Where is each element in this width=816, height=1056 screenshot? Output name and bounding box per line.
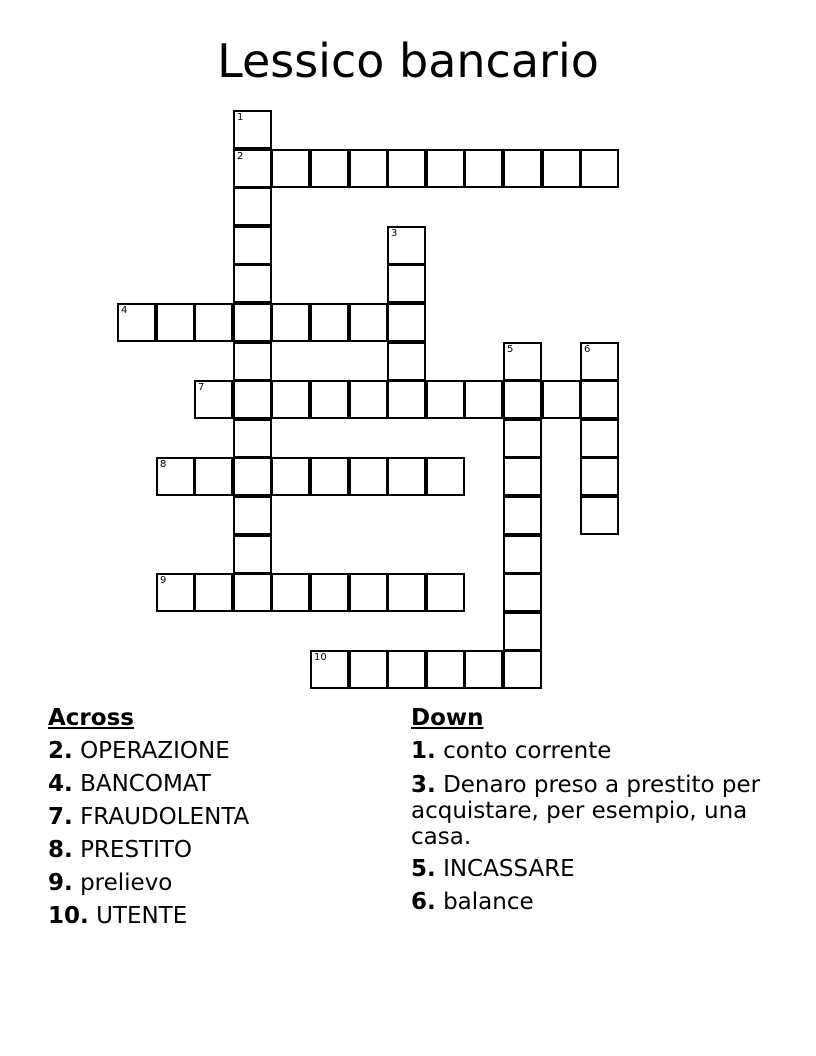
grid-cell[interactable] xyxy=(194,303,233,342)
grid-cell[interactable] xyxy=(310,650,349,689)
grid-cell[interactable] xyxy=(310,149,349,188)
grid-cell[interactable] xyxy=(387,457,426,496)
grid-cell[interactable] xyxy=(580,342,619,381)
grid-cell[interactable] xyxy=(349,457,388,496)
grid-cell[interactable] xyxy=(542,149,581,188)
grid-cell[interactable] xyxy=(503,342,542,381)
clue-text: conto corrente xyxy=(443,738,612,764)
grid-cell[interactable] xyxy=(387,650,426,689)
grid-cell[interactable] xyxy=(426,573,465,612)
grid-cell[interactable] xyxy=(503,612,542,651)
grid-cell[interactable] xyxy=(271,573,310,612)
down-clue xyxy=(411,768,791,853)
grid-cell[interactable] xyxy=(271,380,310,419)
grid-cell[interactable] xyxy=(349,380,388,419)
down-clue xyxy=(411,853,791,886)
grid-cell[interactable] xyxy=(233,496,272,535)
cell-number: 6 xyxy=(584,344,591,355)
clue-text: PRESTITO xyxy=(80,837,193,863)
across-clues xyxy=(48,702,388,933)
grid-cell[interactable] xyxy=(233,226,272,265)
grid-cell[interactable] xyxy=(464,650,503,689)
clue-text: BANCOMAT xyxy=(80,771,211,797)
grid-cell[interactable] xyxy=(233,110,272,149)
grid-cell[interactable] xyxy=(387,342,426,381)
grid-cell[interactable] xyxy=(310,380,349,419)
grid-cell[interactable] xyxy=(387,380,426,419)
puzzle-title: Lessico bancario xyxy=(217,34,599,88)
grid-cell[interactable] xyxy=(271,149,310,188)
grid-cell[interactable] xyxy=(503,535,542,574)
grid-cell[interactable] xyxy=(580,149,619,188)
grid-cell[interactable] xyxy=(542,380,581,419)
clue-number: 3. xyxy=(411,772,436,798)
grid-cell[interactable] xyxy=(310,573,349,612)
across-clue xyxy=(48,867,388,900)
grid-cell[interactable] xyxy=(156,573,195,612)
grid-cell[interactable] xyxy=(310,457,349,496)
clue-number: 7. xyxy=(48,804,73,830)
down-clues xyxy=(411,702,791,919)
grid-cell[interactable] xyxy=(464,380,503,419)
grid-cell[interactable] xyxy=(233,419,272,458)
grid-cell[interactable] xyxy=(426,149,465,188)
down-clue xyxy=(411,886,791,919)
grid-cell[interactable] xyxy=(580,496,619,535)
grid-cell[interactable] xyxy=(464,149,503,188)
grid-cell[interactable] xyxy=(580,457,619,496)
grid-cell[interactable] xyxy=(233,573,272,612)
clue-text: UTENTE xyxy=(96,903,188,929)
grid-cell[interactable] xyxy=(503,650,542,689)
grid-cell[interactable] xyxy=(503,149,542,188)
clue-number: 8. xyxy=(48,837,73,863)
down-heading: Down xyxy=(411,705,484,731)
grid-cell[interactable] xyxy=(503,457,542,496)
grid-cell[interactable] xyxy=(194,573,233,612)
clue-number: 2. xyxy=(48,738,73,764)
grid-cell[interactable] xyxy=(580,419,619,458)
grid-cell[interactable] xyxy=(271,457,310,496)
cell-number: 10 xyxy=(314,652,327,663)
clue-number: 9. xyxy=(48,870,73,896)
grid-cell[interactable] xyxy=(233,535,272,574)
grid-cell[interactable] xyxy=(233,264,272,303)
grid-cell[interactable] xyxy=(233,380,272,419)
cell-number: 2 xyxy=(237,151,244,162)
grid-cell[interactable] xyxy=(194,380,233,419)
clue-number: 4. xyxy=(48,771,73,797)
cell-number: 3 xyxy=(391,228,398,239)
grid-cell[interactable] xyxy=(387,303,426,342)
grid-cell[interactable] xyxy=(233,187,272,226)
grid-cell[interactable] xyxy=(349,650,388,689)
grid-cell[interactable] xyxy=(503,380,542,419)
across-heading: Across xyxy=(48,705,134,731)
cell-number: 7 xyxy=(198,382,205,393)
grid-cell[interactable] xyxy=(387,264,426,303)
clue-number: 6. xyxy=(411,889,436,915)
grid-cell[interactable] xyxy=(156,457,195,496)
grid-cell[interactable] xyxy=(233,342,272,381)
across-clue xyxy=(48,801,388,834)
clue-text: Denaro preso a prestito per acquistare, per esempio, una casa. xyxy=(411,772,761,850)
grid-cell[interactable] xyxy=(156,303,195,342)
grid-cell[interactable] xyxy=(349,149,388,188)
down-clue xyxy=(411,735,791,768)
cell-number: 9 xyxy=(160,575,167,586)
grid-cell[interactable] xyxy=(426,457,465,496)
grid-cell[interactable] xyxy=(117,303,156,342)
grid-cell[interactable] xyxy=(426,650,465,689)
grid-cell[interactable] xyxy=(387,226,426,265)
grid-cell[interactable] xyxy=(503,419,542,458)
grid-cell[interactable] xyxy=(233,457,272,496)
clue-text: FRAUDOLENTA xyxy=(80,804,250,830)
cell-number: 1 xyxy=(237,112,244,123)
cell-number: 8 xyxy=(160,459,167,470)
grid-cell[interactable] xyxy=(271,303,310,342)
clue-text: INCASSARE xyxy=(443,856,575,882)
clue-number: 5. xyxy=(411,856,436,882)
across-clue xyxy=(48,834,388,867)
grid-cell[interactable] xyxy=(426,380,465,419)
across-clue xyxy=(48,768,388,801)
grid-cell[interactable] xyxy=(503,496,542,535)
clue-number: 10. xyxy=(48,903,89,929)
cell-number: 5 xyxy=(507,344,514,355)
grid-cell[interactable] xyxy=(194,457,233,496)
grid-cell[interactable] xyxy=(387,573,426,612)
grid-cell[interactable] xyxy=(580,380,619,419)
grid-cell[interactable] xyxy=(349,303,388,342)
cell-number: 4 xyxy=(121,305,128,316)
clue-text: OPERAZIONE xyxy=(80,738,230,764)
grid-cell[interactable] xyxy=(310,303,349,342)
grid-cell[interactable] xyxy=(349,573,388,612)
clue-text: balance xyxy=(443,889,534,915)
clue-number: 1. xyxy=(411,738,436,764)
grid-cell[interactable] xyxy=(233,149,272,188)
clue-text: prelievo xyxy=(80,870,173,896)
grid-cell[interactable] xyxy=(387,149,426,188)
across-clue xyxy=(48,735,388,768)
across-clue xyxy=(48,900,388,933)
grid-cell[interactable] xyxy=(503,573,542,612)
grid-cell[interactable] xyxy=(233,303,272,342)
